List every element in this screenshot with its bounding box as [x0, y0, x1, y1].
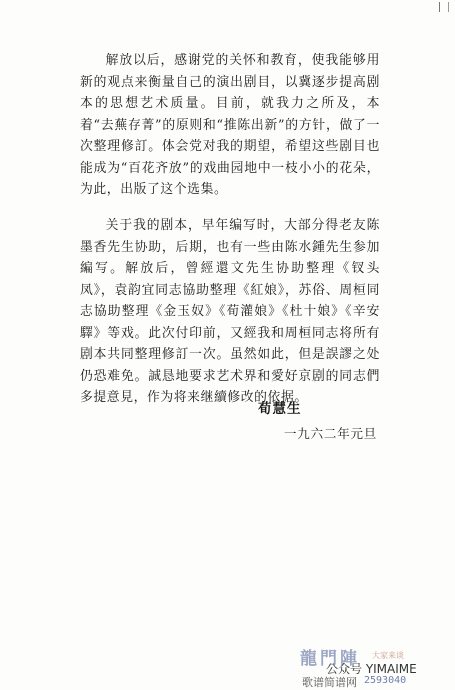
author-signature: 荀慧生 [258, 401, 302, 417]
paragraph-1: 解放以后，感谢党的关怀和教育，使我能够用新的观点来衡量自己的演出剧目，以冀逐步提高剧本的思想艺术质量。目前，就我力之所及，本着“去蕪存菁”的原则和“推陈出新”的方针，做了一次整理修訂。体会党对我的期望，希望这些剧目也能成为“百花齐放”的戏曲园地中一枝小小的花朵，为此，出版了这个选集。 [80, 53, 380, 197]
page-edge-mark [439, 2, 449, 12]
paragraph-2: 关于我的剧本，早年编写时，大部分得老友陈墨香先生协助，后期，也有一些由陈水鍾先生参加編写。解放后，曾經還文先生协助整理《钗头凤》，袁韵宜同志協助整理《紅娘》，苏俗、周桓同志協助整理《金玉奴》《荀灌娘》《杜十娘》《辛安驛》等戏。此次付印前，又經我和周桓同志将所有剧本共同整理修訂一次。虽然如此，但是誤謬之处仍恐难免。誠恳地要求艺术界和愛好京剧的同志們多提意見，作为将来继續修改的依据。 [80, 218, 380, 405]
watermark-logo-subtext: 大家来谈 [372, 651, 404, 660]
watermark-number: 2593040 [364, 675, 407, 686]
watermark-public-account: 公众号 YIMAIME [326, 662, 417, 676]
document-date: 一九六二年元旦 [284, 426, 378, 441]
watermark-site-name: 歌谱简谱网 [302, 676, 357, 689]
watermark-logo: 龍門陣 [300, 649, 360, 669]
